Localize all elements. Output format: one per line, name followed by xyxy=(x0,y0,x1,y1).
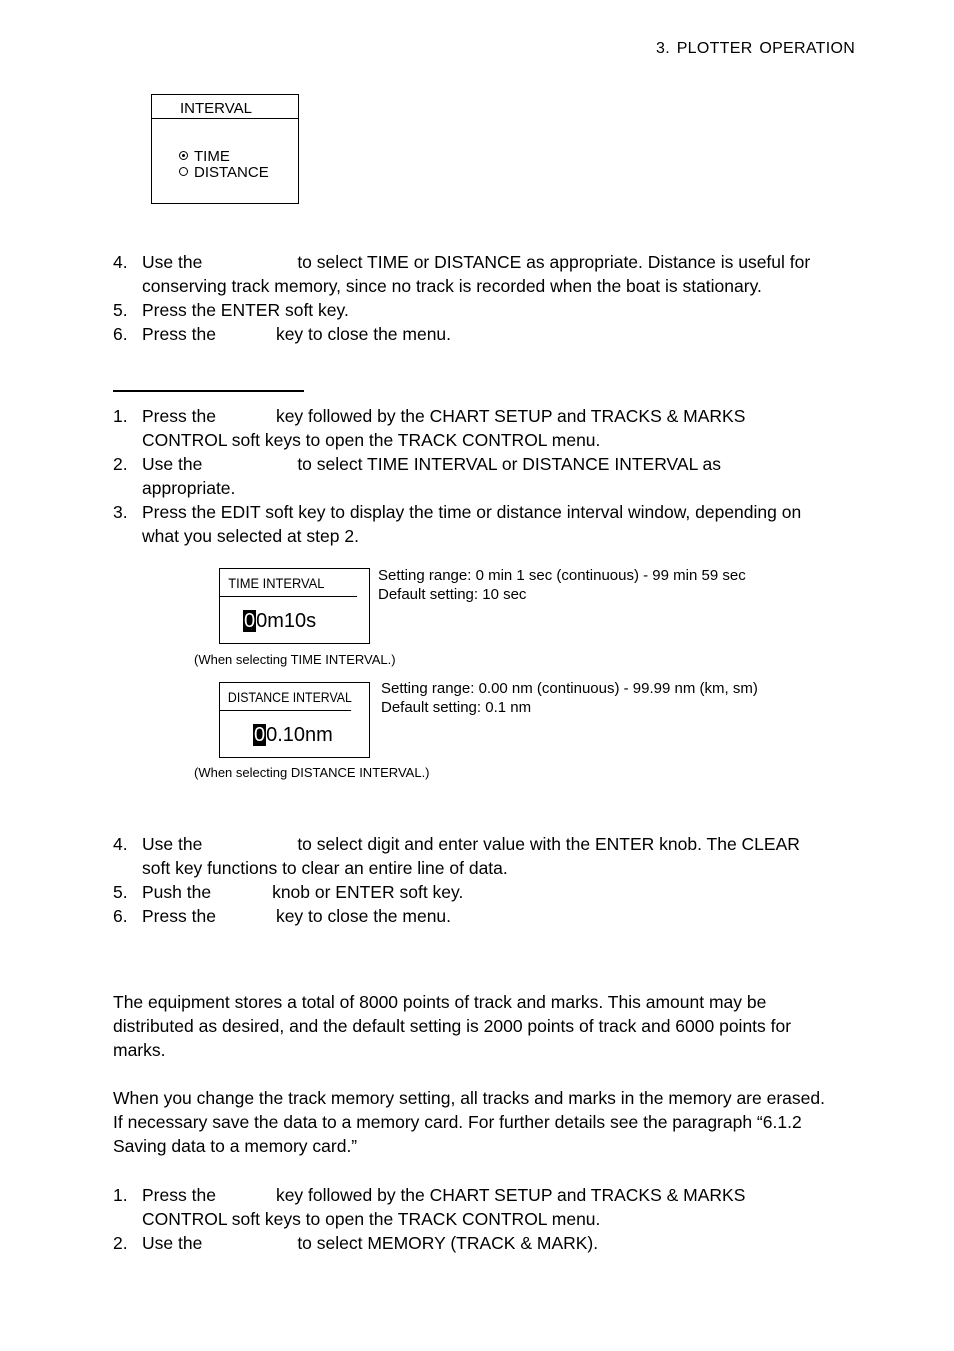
section-divider xyxy=(113,390,304,392)
distance-interval-value[interactable]: 00.10nm xyxy=(254,724,333,746)
radio-selected-icon xyxy=(179,151,188,160)
step-b2-cont: appropriate. xyxy=(142,478,236,498)
option-time[interactable]: TIME xyxy=(179,149,230,165)
interval-window xyxy=(151,94,299,204)
memory-paragraph-1-line-1: The equipment stores a total of 8000 points of track and marks. This amount may be xyxy=(113,992,767,1012)
step-c4: 4. Use the to select digit and enter value with the ENTER knob. The CLEAR xyxy=(113,834,800,854)
option-distance[interactable]: DISTANCE xyxy=(179,165,269,181)
step-d1-cont: CONTROL soft keys to open the TRACK CONTROL menu. xyxy=(142,1209,601,1229)
step-b1: 1. Press the key followed by the CHART SETUP and TRACKS & MARKS xyxy=(113,406,746,426)
memory-paragraph-2-line-1: When you change the track memory setting, all tracks and marks in the memory are erased. xyxy=(113,1088,825,1108)
step-c5: 5. Push the knob or ENTER soft key. xyxy=(113,882,464,902)
time-interval-title: TIME INTERVAL xyxy=(220,569,357,597)
step-a6: 6. Press the key to close the menu. xyxy=(113,324,452,344)
distance-interval-caption: (When selecting DISTANCE INTERVAL.) xyxy=(194,765,430,780)
memory-paragraph-2-line-2: If necessary save the data to a memory card. For further details see the paragraph “6.1.2 xyxy=(113,1112,802,1132)
time-default-note: Default setting: 10 sec xyxy=(378,586,527,603)
distance-default-note: Default setting: 0.1 nm xyxy=(381,699,532,716)
step-c4-cont: soft key functions to clear an entire line of data. xyxy=(142,858,508,878)
distance-interval-title: DISTANCE INTERVAL xyxy=(220,683,351,711)
step-d1: 1. Press the key followed by the CHART SETUP and TRACKS & MARKS xyxy=(113,1185,746,1205)
step-c6: 6. Press the key to close the menu. xyxy=(113,906,452,926)
time-interval-value[interactable]: 00m10s xyxy=(244,610,317,632)
time-range-note: Setting range: 0 min 1 sec (continuous) - 99 min 59 sec xyxy=(378,567,746,584)
time-interval-caption: (When selecting TIME INTERVAL.) xyxy=(194,652,396,667)
memory-paragraph-1-line-3: marks. xyxy=(113,1040,166,1060)
distance-range-note: Setting range: 0.00 nm (continuous) - 99.99 nm (km, sm) xyxy=(381,680,758,697)
step-a4: 4. Use the to select TIME or DISTANCE as appropriate. Distance is useful for xyxy=(113,252,811,272)
memory-paragraph-1-line-2: distributed as desired, and the default setting is 2000 points of track and 6000 points for xyxy=(113,1016,792,1036)
step-b1-cont: CONTROL soft keys to open the TRACK CONTROL menu. xyxy=(142,430,601,450)
edit-cursor: 0 xyxy=(254,724,266,746)
step-a5: 5. Press the ENTER soft key. xyxy=(113,300,349,320)
edit-cursor: 0 xyxy=(244,610,256,632)
page-header: 3. PLOTTER OPERATION xyxy=(656,40,856,57)
distance-interval-window xyxy=(219,682,370,758)
memory-paragraph-2-line-3: Saving data to a memory card.” xyxy=(113,1136,358,1156)
step-b2: 2. Use the to select TIME INTERVAL or DISTANCE INTERVAL as xyxy=(113,454,721,474)
step-a4-cont: conserving track memory, since no track is recorded when the boat is stationary. xyxy=(142,276,762,296)
radio-unselected-icon xyxy=(179,167,188,176)
step-b3-cont: what you selected at step 2. xyxy=(142,526,359,546)
interval-window-title: INTERVAL xyxy=(152,95,298,119)
step-b3: 3. Press the EDIT soft key to display the time or distance interval window, depending on xyxy=(113,502,802,522)
step-d2: 2. Use the to select MEMORY (TRACK & MARK). xyxy=(113,1233,599,1253)
time-interval-window xyxy=(219,568,370,644)
